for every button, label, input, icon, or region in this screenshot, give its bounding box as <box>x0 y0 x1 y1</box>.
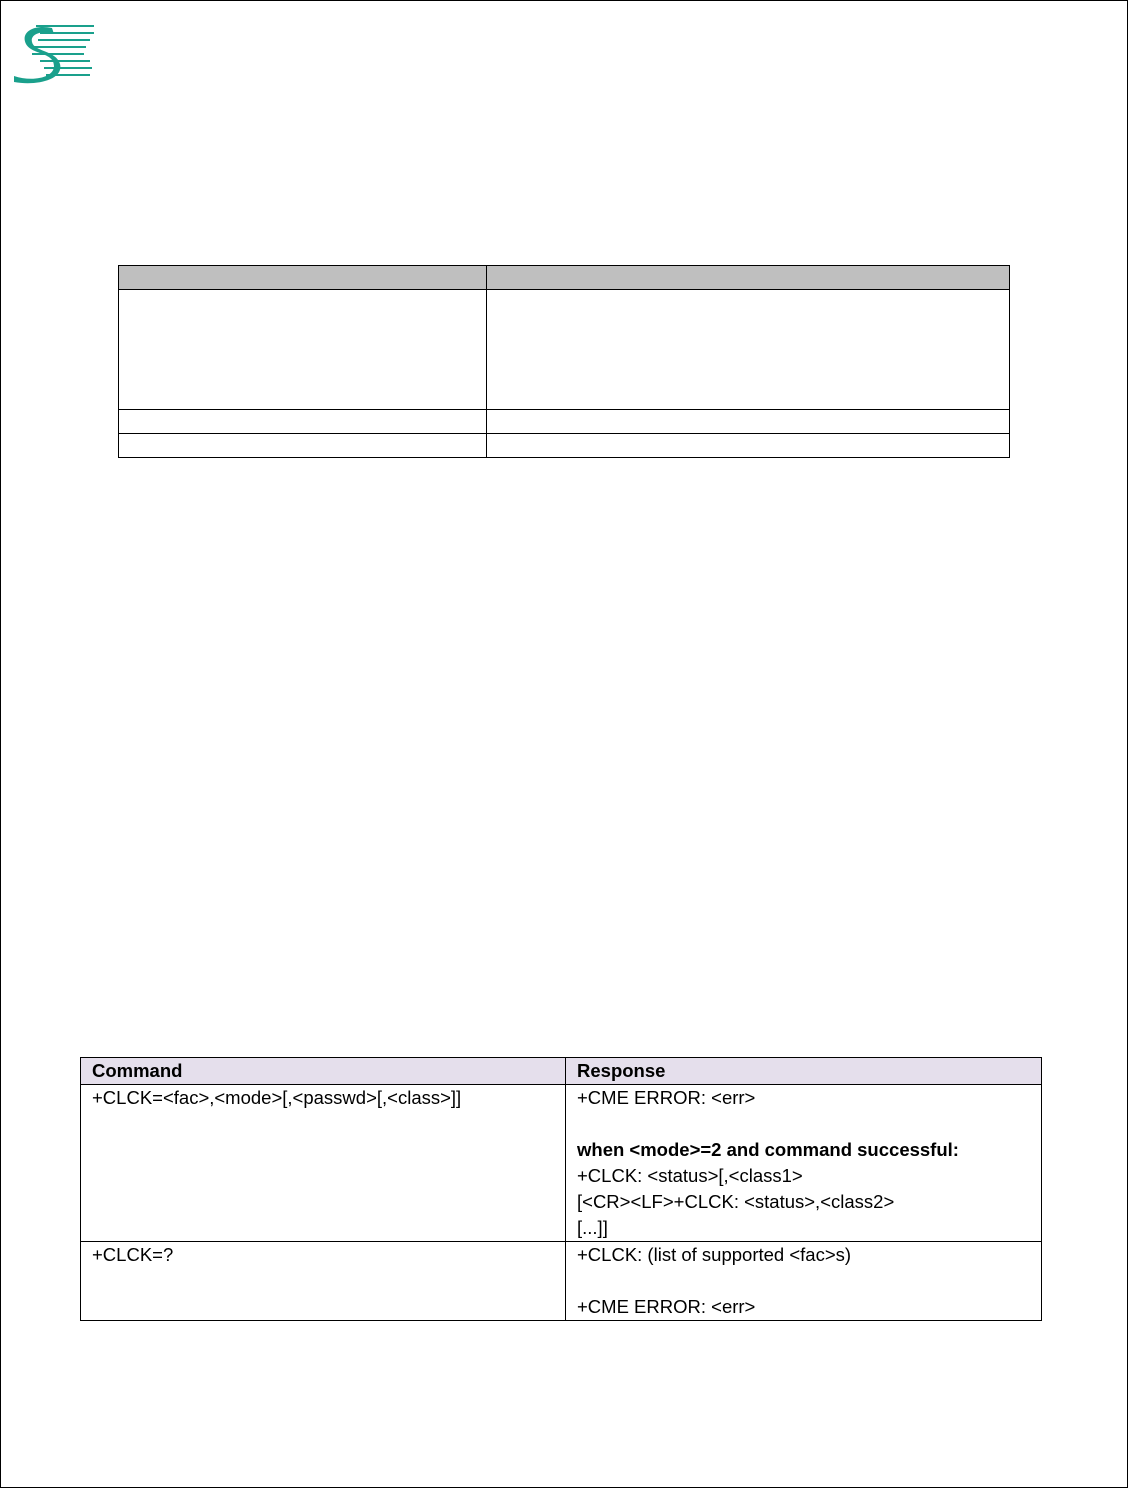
header-response: Response <box>566 1058 1042 1085</box>
command-table-header <box>81 1058 1042 1085</box>
upper-header-cell-2 <box>487 266 1010 290</box>
command-text: +CLCK=? <box>92 1244 174 1265</box>
response-line: [<CR><LF>+CLCK: <status>,<class2> <box>577 1191 895 1212</box>
upper-cell <box>487 290 1010 410</box>
company-logo <box>10 22 96 84</box>
upper-cell <box>487 410 1010 434</box>
command-cell <box>81 1242 566 1321</box>
upper-table-header <box>119 266 1010 290</box>
table-row <box>119 410 1010 434</box>
table-row <box>81 1242 1042 1321</box>
response-line: +CME ERROR: <err> <box>577 1087 756 1108</box>
table-row <box>119 290 1010 410</box>
response-cell <box>566 1242 1042 1321</box>
upper-cell <box>119 434 487 458</box>
response-line: +CLCK: (list of supported <fac>s) <box>577 1244 852 1265</box>
response-condition: when <mode>=2 and command successful: <box>577 1139 959 1160</box>
upper-cell <box>487 434 1010 458</box>
upper-header-cell-1 <box>119 266 487 290</box>
table-row <box>81 1085 1042 1242</box>
response-line: [...]] <box>577 1217 608 1238</box>
upper-table <box>118 265 1010 458</box>
header-command: Command <box>81 1058 566 1085</box>
response-line: +CME ERROR: <err> <box>577 1296 756 1317</box>
command-text: +CLCK=<fac>,<mode>[,<passwd>[,<class>]] <box>92 1087 462 1108</box>
command-cell <box>81 1085 566 1242</box>
response-cell <box>566 1085 1042 1242</box>
command-table <box>80 1057 1042 1321</box>
upper-cell <box>119 410 487 434</box>
table-row <box>119 434 1010 458</box>
upper-cell <box>119 290 487 410</box>
response-line: +CLCK: <status>[,<class1> <box>577 1165 803 1186</box>
